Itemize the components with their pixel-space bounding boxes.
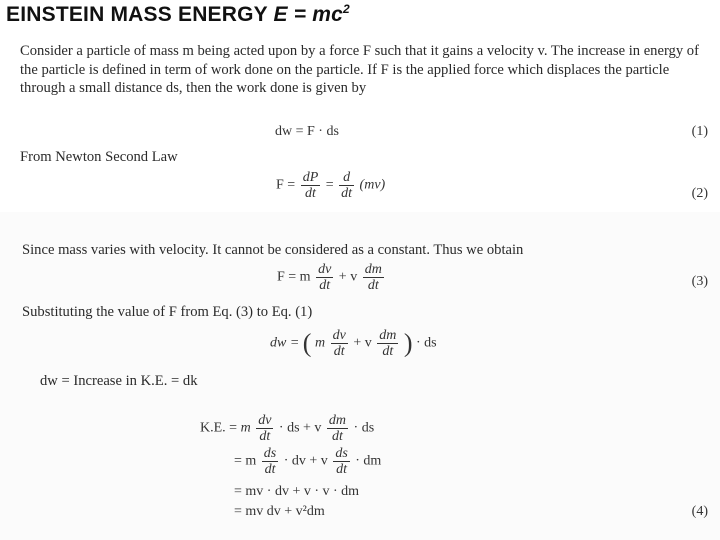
page-title: EINSTEIN MASS ENERGY $E = mc^2$ (6, 2, 350, 26)
ke-row-3: = mv · dv + v · v · dm (234, 484, 360, 499)
equation-3: F = m $\frac{dv}{dt}$ + v $\frac{dm}{dt}$ (277, 262, 382, 293)
ke-row-2: = m $\frac{ds}{dt}$ · dv + v $\frac{ds}{dt}$ · dm (234, 446, 382, 477)
substitution-text: Substituting the value of F from Eq. (3) to Eq. (1) (22, 304, 313, 320)
ke-row-4: = mv dv + v²dm (234, 504, 325, 519)
ke-row-1: K.E. = m $\frac{dv}{dt}$ · ds + v $\frac{dm}{dt}$ · ds (200, 413, 375, 444)
title-formula: $E = mc^2$ (273, 2, 350, 26)
mass-variation-text: Since mass varies with velocity. It cannot be considered as a constant. Thus we obtain (22, 242, 524, 258)
newton-label: From Newton Second Law (20, 149, 178, 165)
equation-2-number: (2) (691, 186, 708, 201)
equation-4-number: (4) (691, 504, 708, 519)
equation-dw: dw = ( m $\frac{dv}{dt}$ + v $\frac{dm}{dt}$ ) · ds (270, 328, 437, 359)
equation-1: dw = F · ds (275, 124, 339, 139)
equation-3-number: (3) (691, 274, 708, 289)
intro-paragraph: Consider a particle of mass m being acted upon by a force F such that it gains a velocity v. The increase in energy of the particle is defined in term of work done on the particle. If F is the applied force which displaces the particle through a small distance ds, then the work done is given by (20, 43, 699, 96)
kinetic-energy-line: dw = Increase in K.E. = dk (40, 373, 198, 389)
equation-1-number: (1) (691, 124, 708, 139)
equation-2: F = $\frac{dP}{dt}$ = $\frac{d}{dt}$ (mv) (276, 170, 386, 201)
